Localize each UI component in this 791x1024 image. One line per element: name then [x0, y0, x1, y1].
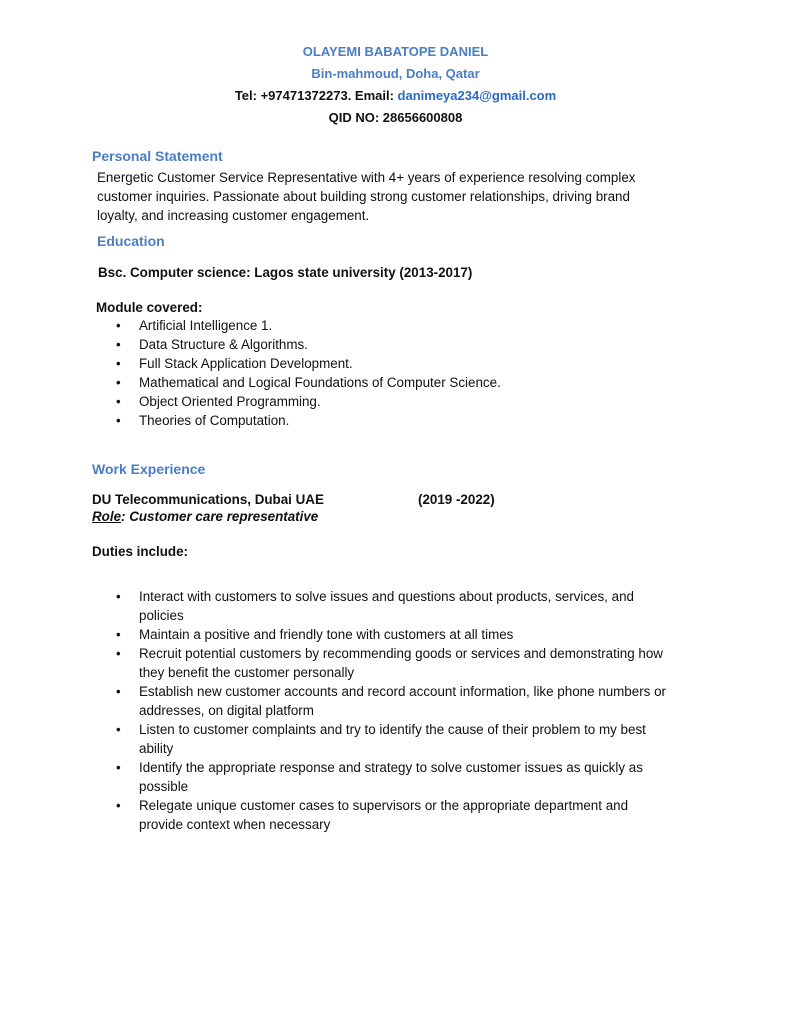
module-item: • Full Stack Application Development. — [94, 354, 501, 373]
module-item: • Data Structure & Algorithms. — [94, 335, 501, 354]
statement-line: Energetic Customer Service Representative with 4+ years of experience resolving complex — [97, 170, 636, 185]
duties-list — [94, 587, 666, 834]
duty-item: • Recruit potential customers by recommending goods or services and demonstrating how they benefit the customer personally — [94, 644, 666, 682]
duty-item: • Interact with customers to solve issues and questions about products, services, and policies — [94, 587, 666, 625]
company-name: DU Telecommunications, Dubai UAE — [92, 492, 324, 507]
duty-item: • Listen to customer complaints and try to identify the cause of their problem to my best ability — [94, 720, 666, 758]
module-item: • Theories of Computation. — [94, 411, 501, 430]
employment-period: (2019 -2022) — [418, 492, 495, 507]
email-link[interactable]: danimeya234@gmail.com — [397, 88, 557, 103]
duty-item: • Maintain a positive and friendly tone with customers at all times — [94, 625, 666, 644]
module-item: • Mathematical and Logical Foundations of Computer Science. — [94, 373, 501, 392]
personal-statement-heading: Personal Statement — [92, 148, 223, 164]
duties-label: Duties include: — [92, 544, 188, 559]
personal-statement-text — [97, 168, 635, 225]
qid-number: QID NO: 28656600808 — [328, 110, 463, 125]
duty-item: • Relegate unique customer cases to supervisors or the appropriate department and provide context when necessary — [94, 796, 666, 834]
candidate-name: OLAYEMI BABATOPE DANIEL — [302, 44, 489, 59]
degree: Bsc. Computer science: Lagos state university (2013-2017) — [98, 265, 473, 280]
module-item: • Object Oriented Programming. — [94, 392, 501, 411]
statement-line: customer inquiries. Passionate about building strong customer relationships, driving brand — [97, 189, 630, 204]
module-item: • Artificial Intelligence 1. — [94, 316, 501, 335]
education-heading: Education — [97, 233, 165, 249]
role-value: : Customer care representative — [121, 509, 319, 524]
duty-item: • Identify the appropriate response and strategy to solve customer issues as quickly as possible — [94, 758, 666, 796]
role-label: Role — [92, 509, 122, 524]
work-experience-heading: Work Experience — [92, 461, 206, 477]
phone-text: Tel: +97471372273. Email: — [234, 88, 398, 103]
candidate-location: Bin-mahmoud, Doha, Qatar — [311, 66, 480, 81]
statement-line: loyalty, and increasing customer engagement. — [97, 208, 370, 223]
contact-line — [0, 88, 791, 103]
role-line — [92, 507, 318, 526]
modules-label: Module covered: — [96, 300, 203, 315]
duty-item: • Establish new customer accounts and record account information, like phone numbers or addresses, on digital platform — [94, 682, 666, 720]
modules-list — [94, 316, 501, 430]
